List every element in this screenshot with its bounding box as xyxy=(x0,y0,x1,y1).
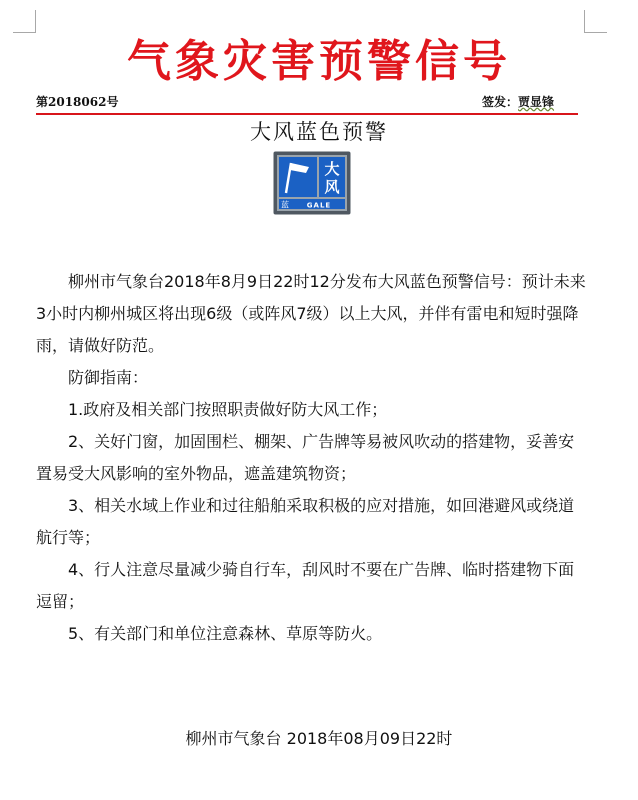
intro-paragraph: 柳州市气象台2018年8月9日22时12分发布大风蓝色预警信号：预计未来3小时内柳州城区将出现6级（或阵风7级）以上大风，并伴有雷电和短时强降雨，请做好防范。 xyxy=(36,272,586,355)
warning-title: 大风蓝色预警 xyxy=(250,120,388,144)
guide-item-1: 1.政府及相关部门按照职责做好防大风工作； xyxy=(68,400,388,419)
crop-mark-top-left xyxy=(13,10,36,33)
icon-level-char: 蓝 xyxy=(281,200,289,210)
guide-item-3: 3、相关水域上作业和过往船舶采取积极的应对措施，如回港避风或绕道航行等； xyxy=(36,496,575,547)
icon-flag-panel xyxy=(279,157,317,197)
warning-body xyxy=(36,266,588,650)
crop-mark-top-right xyxy=(584,10,607,33)
guide-item-2: 2、关好门窗，加固围栏、棚架、广告牌等易被风吹动的搭建物，妥善安置易受大风影响的室外物品，遮盖建筑物资； xyxy=(36,432,575,483)
issuer-date-footer: 柳州市气象台 2018年08月09日22时 xyxy=(185,729,453,748)
signer-label: 签发： xyxy=(482,95,519,109)
signer-name: 贾显锋 xyxy=(518,95,555,109)
red-divider-rule xyxy=(36,113,578,115)
document-number: 第2018062号 xyxy=(36,95,119,109)
gale-blue-warning-icon xyxy=(273,151,351,215)
signer xyxy=(482,94,554,110)
document-title: 气象灾害预警信号 xyxy=(127,36,511,87)
guide-heading: 防御指南： xyxy=(68,368,149,387)
icon-gale-label: GALE xyxy=(306,201,332,210)
icon-char-top: 大 xyxy=(324,160,340,178)
guide-item-4: 4、行人注意尽量减少骑自行车，刮风时不要在广告牌、临时搭建物下面逗留； xyxy=(36,560,575,611)
guide-item-5: 5、有关部门和单位注意森林、草原等防火。 xyxy=(68,624,383,643)
icon-char-bottom: 风 xyxy=(324,178,340,196)
